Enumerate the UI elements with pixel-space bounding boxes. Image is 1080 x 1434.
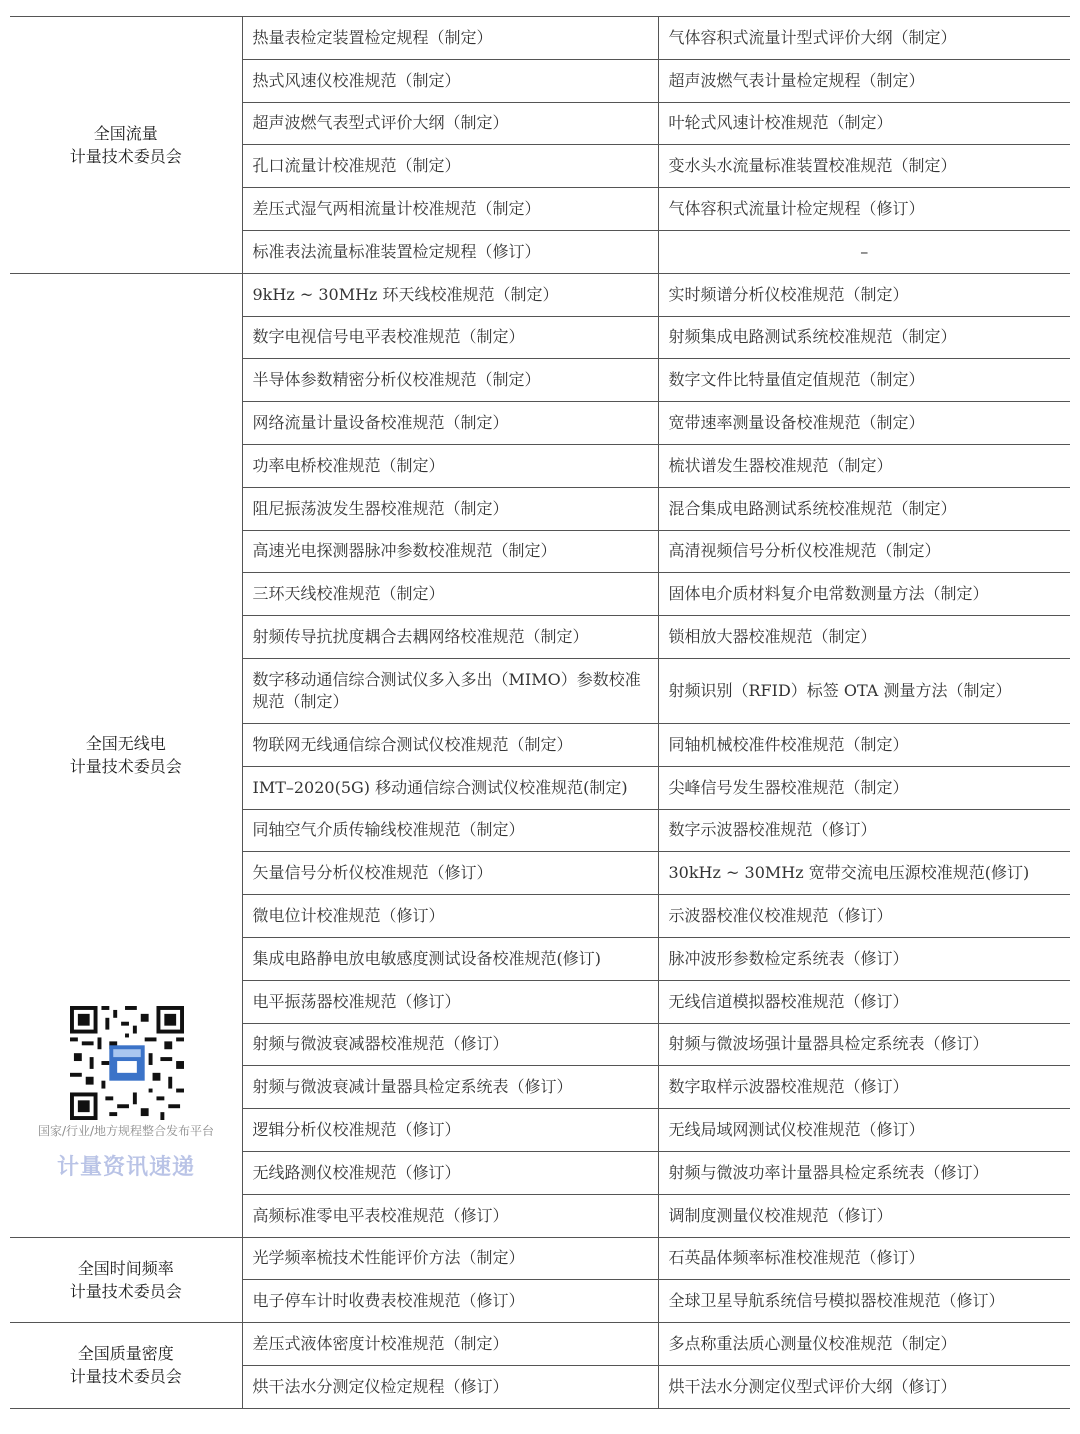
standard-cell-right: 无线局域网测试仪校准规范（修订）: [658, 1109, 1070, 1152]
standard-cell-right: 数字文件比特量值定值规范（制定）: [658, 359, 1070, 402]
standard-cell-left: 电平振荡器校准规范（修订）: [242, 980, 658, 1023]
standard-cell-left: 三环天线校准规范（制定）: [242, 573, 658, 616]
committee-name-line: 计量技术委员会: [69, 146, 182, 166]
standard-cell-left: 物联网无线通信综合测试仪校准规范（制定）: [242, 723, 658, 766]
committee-name: [10, 1323, 242, 1409]
committee-name: [10, 17, 242, 274]
standard-cell-left: 数字电视信号电平表校准规范（制定）: [242, 316, 658, 359]
standard-cell-left: 电子停车计时收费表校准规范（修订）: [242, 1280, 658, 1323]
standard-cell-left: 射频传导抗扰度耦合去耦网络校准规范（制定）: [242, 616, 658, 659]
standard-cell-left: 同轴空气介质传输线校准规范（制定）: [242, 809, 658, 852]
standard-cell-right: 混合集成电路测试系统校准规范（制定）: [658, 487, 1070, 530]
standard-cell-left: 逻辑分析仪校准规范（修订）: [242, 1109, 658, 1152]
standard-cell-right: 固体电介质材料复介电常数测量方法（制定）: [658, 573, 1070, 616]
standard-cell-right: 射频与微波功率计量器具检定系统表（修订）: [658, 1151, 1070, 1194]
committee-name: [10, 1237, 242, 1323]
standard-cell-right: 叶轮式风速计校准规范（制定）: [658, 102, 1070, 145]
standard-cell-right: 射频识别（RFID）标签 OTA 测量方法（制定）: [658, 658, 1070, 723]
standard-cell-right: 数字取样示波器校准规范（修订）: [658, 1066, 1070, 1109]
standard-cell-right: 全球卫星导航系统信号模拟器校准规范（修订）: [658, 1280, 1070, 1323]
standard-cell-right: 变水头水流量标准装置校准规范（制定）: [658, 145, 1070, 188]
watermark-subtitle: 国家/行业/地方规程整合发布平台: [37, 1124, 215, 1138]
standard-cell-left: 矢量信号分析仪校准规范（修订）: [242, 852, 658, 895]
table-row: [10, 273, 1070, 316]
standard-cell-right: 射频与微波场强计量器具检定系统表（修订）: [658, 1023, 1070, 1066]
standard-cell-right: 高清视频信号分析仪校准规范（制定）: [658, 530, 1070, 573]
watermark: [10, 1000, 242, 1200]
table-row: [10, 1323, 1070, 1366]
standard-cell-right: 实时频谱分析仪校准规范（制定）: [658, 273, 1070, 316]
committee-name-line: 全国流量: [93, 123, 158, 143]
standard-cell-right: 调制度测量仪校准规范（修订）: [658, 1194, 1070, 1237]
standard-cell-right: 气体容积式流量计型式评价大纲（制定）: [658, 17, 1070, 60]
standard-cell-right: 气体容积式流量计检定规程（修订）: [658, 188, 1070, 231]
standard-cell-right: 示波器校准仪校准规范（修订）: [658, 895, 1070, 938]
qr-code-icon: [70, 1006, 184, 1120]
standard-cell-left: 超声波燃气表型式评价大纲（制定）: [242, 102, 658, 145]
standard-cell-left: 阻尼振荡波发生器校准规范（制定）: [242, 487, 658, 530]
standard-cell-right: 30kHz ~ 30MHz 宽带交流电压源校准规范(修订): [658, 852, 1070, 895]
standard-cell-right: 石英晶体频率标准校准规范（修订）: [658, 1237, 1070, 1280]
committee-name-line: 计量技术委员会: [69, 757, 182, 777]
standard-cell-right: 射频集成电路测试系统校准规范（制定）: [658, 316, 1070, 359]
standard-cell-left: 微电位计校准规范（修订）: [242, 895, 658, 938]
committee-name-line: 计量技术委员会: [69, 1367, 182, 1387]
standard-cell-left: 热量表检定装置检定规程（制定）: [242, 17, 658, 60]
standard-cell-left: IMT–2020(5G) 移动通信综合测试仪校准规范(制定): [242, 766, 658, 809]
standard-cell-left: 烘干法水分测定仪检定规程（修订）: [242, 1365, 658, 1408]
committee-name-line: 全国无线电: [85, 734, 166, 754]
table-row: [10, 17, 1070, 60]
committee-name-line: 计量技术委员会: [69, 1281, 182, 1301]
standard-cell-right: 超声波燃气表计量检定规程（制定）: [658, 59, 1070, 102]
standard-cell-left: 光学频率梳技术性能评价方法（制定）: [242, 1237, 658, 1280]
standard-cell-right: 梳状谱发生器校准规范（制定）: [658, 444, 1070, 487]
committee-name-line: 全国质量密度: [77, 1344, 174, 1364]
standard-cell-right: 锁相放大器校准规范（制定）: [658, 616, 1070, 659]
table-row: [10, 1237, 1070, 1280]
standard-cell-left: 集成电路静电放电敏感度测试设备校准规范(修订): [242, 937, 658, 980]
standard-cell-right: 宽带速率测量设备校准规范（制定）: [658, 402, 1070, 445]
standard-cell-left: 无线路测仪校准规范（修订）: [242, 1151, 658, 1194]
standard-cell-left: 高速光电探测器脉冲参数校准规范（制定）: [242, 530, 658, 573]
standard-cell-left: 9kHz ~ 30MHz 环天线校准规范（制定）: [242, 273, 658, 316]
standard-cell-right: 尖峰信号发生器校准规范（制定）: [658, 766, 1070, 809]
standard-cell-left: 孔口流量计校准规范（制定）: [242, 145, 658, 188]
standard-cell-right: 脉冲波形参数检定系统表（修订）: [658, 937, 1070, 980]
standard-cell-right: 多点称重法质心测量仪校准规范（制定）: [658, 1323, 1070, 1366]
standard-cell-left: 差压式液体密度计校准规范（制定）: [242, 1323, 658, 1366]
committee-name-line: 全国时间频率: [77, 1258, 174, 1278]
standard-cell-right: 数字示波器校准规范（修订）: [658, 809, 1070, 852]
standard-cell-right: 烘干法水分测定仪型式评价大纲（修订）: [658, 1365, 1070, 1408]
standard-cell-left: 差压式湿气两相流量计校准规范（制定）: [242, 188, 658, 231]
standard-cell-right: 同轴机械校准件校准规范（制定）: [658, 723, 1070, 766]
standard-cell-left: 数字移动通信综合测试仪多入多出（MIMO）参数校准规范（制定）: [242, 658, 658, 723]
standard-cell-left: 半导体参数精密分析仪校准规范（制定）: [242, 359, 658, 402]
standard-cell-left: 标准表法流量标准装置检定规程（修订）: [242, 230, 658, 273]
standard-cell-left: 射频与微波衰减计量器具检定系统表（修订）: [242, 1066, 658, 1109]
standard-cell-left: 功率电桥校准规范（制定）: [242, 444, 658, 487]
standard-cell-left: 热式风速仪校准规范（制定）: [242, 59, 658, 102]
standard-cell-right: –: [658, 230, 1070, 273]
standard-cell-left: 射频与微波衰减器校准规范（修订）: [242, 1023, 658, 1066]
standard-cell-left: 高频标准零电平表校准规范（修订）: [242, 1194, 658, 1237]
standard-cell-left: 网络流量计量设备校准规范（制定）: [242, 402, 658, 445]
watermark-title: 计量资讯速递: [56, 1155, 195, 1180]
standard-cell-right: 无线信道模拟器校准规范（修订）: [658, 980, 1070, 1023]
